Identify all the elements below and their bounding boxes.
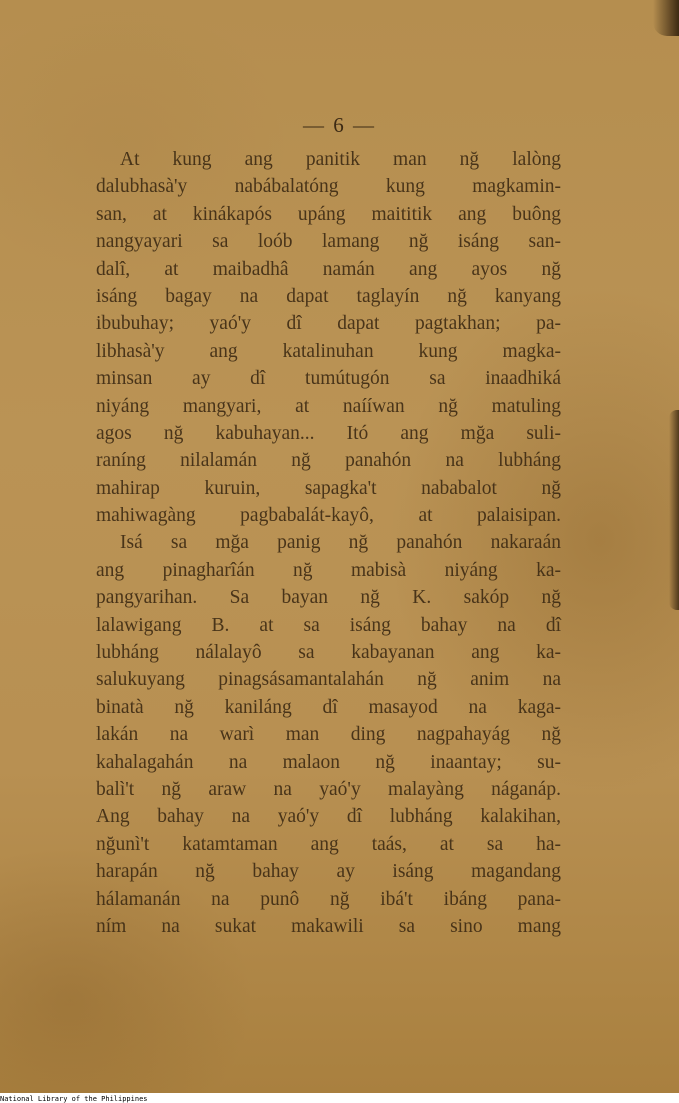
text-line: dalubhasà'y nabábalatóng kung magkamin- (96, 176, 561, 198)
text-line: libhasà'y ang katalinuhan kung magka- (96, 340, 561, 362)
text-line: dalî, at maibadhâ namán ang ayos nğ (96, 258, 561, 280)
text-line: mahiwagàng pagbabalát-kayô, at palaisipan. (96, 505, 561, 527)
text-line: lubháng nálalayô sa kabayanan ang ka- (96, 642, 561, 664)
text-line: hálamanán na punô nğ ibá't ibáng pana- (96, 888, 561, 910)
text-line: ním na sukat makawili sa sino mang (96, 915, 561, 937)
text-line: isáng bagay na dapat taglayín nğ kanyang (96, 285, 561, 307)
text-line: harapán nğ bahay ay isáng magandang (96, 861, 561, 883)
text-line: ibubuhay; yaó'y dî dapat pagtakhan; pa- (96, 313, 561, 335)
text-line: san, at kinákapós upáng maititik ang buông (96, 203, 561, 225)
page-tear-right (669, 410, 679, 610)
text-line: kahalagahán na malaon nğ inaantay; su- (96, 751, 561, 773)
text-line: lakán na warì man ding nagpahayág nğ (96, 724, 561, 746)
page-body-text (96, 146, 561, 940)
text-line: salukuyang pinagsásamantalahán nğ anim na (96, 669, 561, 691)
text-line: Ang bahay na yaó'y dî lubháng kalakihan, (96, 806, 561, 828)
text-line: mahirap kuruin, sapagka't nababalot nğ (96, 477, 561, 499)
page-number: — 6 — (303, 113, 376, 137)
text-line: niyáng mangyari, at naííwan nğ matuling (96, 395, 561, 417)
page-tear-top (653, 0, 679, 36)
text-line: balì't nğ araw na yaó'y malayàng náganáp. (96, 778, 561, 800)
text-line: lalawigang B. at sa isáng bahay na dî (96, 614, 561, 636)
text-line: Isá sa mğa panig nğ panahón nakaraán (120, 532, 561, 554)
library-credit: National Library of the Philippines (0, 1095, 148, 1103)
text-line: At kung ang panitik man nğ lalòng (120, 149, 561, 170)
text-line: binatà nğ kaniláng dî masayod na kaga- (96, 696, 561, 718)
text-line: pangyarihan. Sa bayan nğ K. sakóp nğ (96, 587, 561, 609)
text-line: agos nğ kabuhayan... Itó ang mğa suli- (96, 422, 561, 444)
text-line: raníng nilalamán nğ panahón na lubháng (96, 450, 561, 472)
text-line: minsan ay dî tumútugón sa inaadhiká (96, 368, 561, 390)
text-line: nğunì't katamtaman ang taás, at sa ha- (96, 833, 561, 855)
text-line: nangyayari sa loób lamang nğ isáng san- (96, 231, 561, 253)
text-line: ang pinagharîán nğ mabisà niyáng ka- (96, 559, 561, 581)
